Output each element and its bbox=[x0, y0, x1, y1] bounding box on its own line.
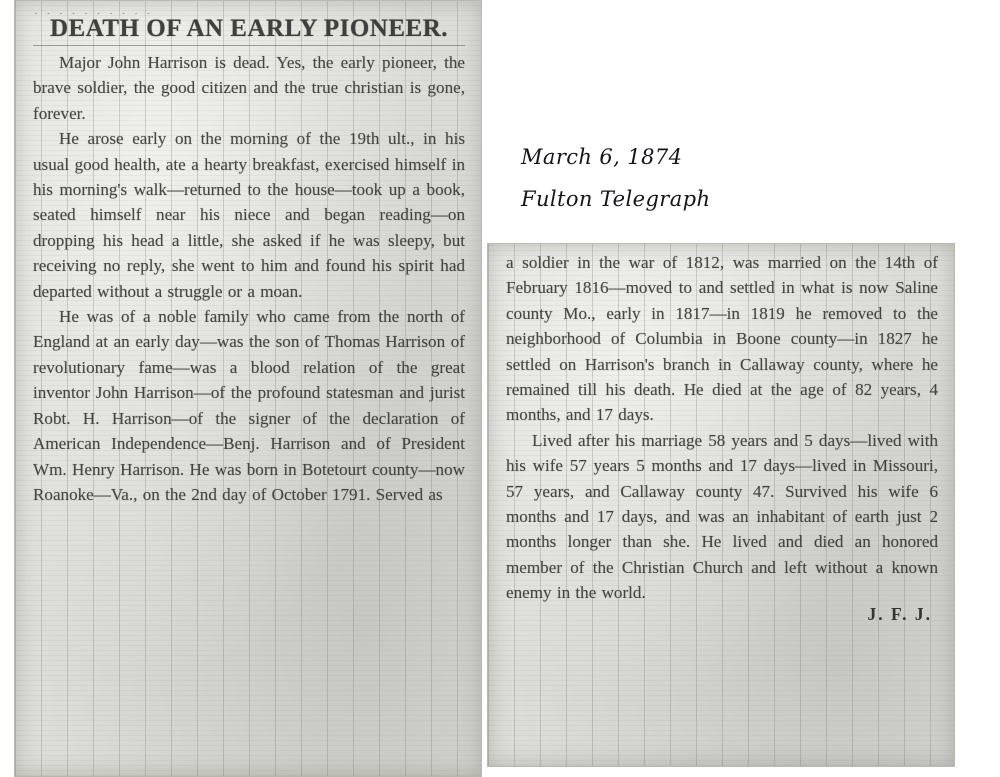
annotation-date: March 6, 1874 bbox=[521, 145, 683, 169]
paragraph: Lived after his marriage 58 years and 5 days—lived with his wife 57 years 5 months and 17 days—lived in Missouri, 57 years, and Callaway county 47. Survived his wife 6 months and 17 days, and was an inhabitant of earth just 2 months longer than she. He lived and died an honored member of the Christian Church and left without a known enemy in the world. bbox=[506, 430, 938, 603]
paragraph: Major John Harrison is dead. Yes, the early pioneer, the brave soldier, the good citizen and the true christian is gone, forever. bbox=[33, 53, 465, 123]
right-article-body bbox=[506, 250, 938, 625]
paragraph: a soldier in the war of 1812, was married on the 14th of February 1816—moved to and settled in what is now Saline county Mo., early in 1817—in 1819 he removed to the neighborhood of Columbia in Boone county—in 1827 he settled on Harrison's branch in Callaway county, where he remained till his death. He died at the age of 82 years, 4 months, and 17 days. bbox=[506, 253, 938, 425]
newspaper-clipping-left bbox=[14, 0, 482, 777]
left-column-content bbox=[15, 1, 481, 776]
handwritten-annotation bbox=[521, 136, 710, 220]
left-article-body bbox=[33, 50, 465, 507]
cut-off-top-line bbox=[33, 7, 465, 14]
paragraph: He was of a noble family who came from the north of England at an early day—was the son of Thomas Harrison of revolutionary fame—was a blood relation of the great inventor John Harrison—of the profound statesman and jurist Robt. H. Harrison—of the signer of the declaration of American Independence—Benj. Harrison and of President Wm. Henry Harrison. He was born in Botetourt county—now Roanoke—Va., on the 2nd day of October 1791. Served as bbox=[33, 307, 465, 504]
annotation-publication: Fulton Telegraph bbox=[521, 187, 711, 211]
right-column-content bbox=[488, 244, 954, 766]
newspaper-clipping-right bbox=[487, 243, 955, 767]
article-signature: J. F. J. bbox=[867, 603, 932, 624]
headline-rule bbox=[33, 45, 465, 46]
paragraph: He arose early on the morning of the 19th ult., in his usual good health, ate a hearty breakfast, exercised himself in his morning's walk—returned to the house—took up a book, seated himself near his niece and began reading—on dropping his head a little, she asked if he was sleepy, but receiving no reply, she went to him and found his spirit had departed without a struggle or a moan. bbox=[33, 129, 465, 301]
article-headline: DEATH OF AN EARLY PIONEER. bbox=[49, 15, 448, 42]
